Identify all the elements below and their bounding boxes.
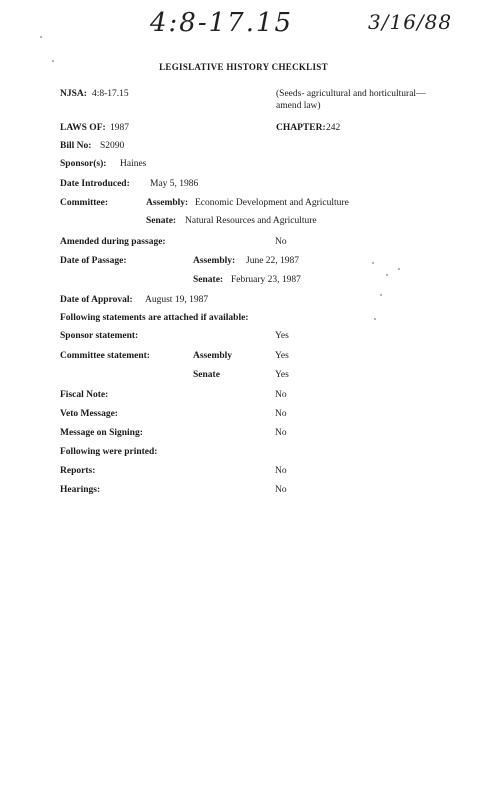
njsa-value: 4:8-17.15 <box>92 89 129 99</box>
bill-no-label: Bill No: <box>60 141 92 151</box>
scan-speck <box>386 274 388 276</box>
committee-statement-senate-value: Yes <box>275 370 289 380</box>
veto-message-value: No <box>275 409 287 419</box>
scan-speck <box>398 268 400 270</box>
scan-speck <box>380 294 382 296</box>
message-on-signing-label: Message on Signing: <box>60 428 143 438</box>
scan-speck <box>374 318 376 320</box>
sponsor-statement-value: Yes <box>275 331 289 341</box>
hearings-label: Hearings: <box>60 485 101 495</box>
amended-label: Amended during passage: <box>60 237 166 247</box>
reports-value: No <box>275 466 287 476</box>
committee-assembly-label: Assembly: <box>146 198 189 208</box>
date-introduced-value: May 5, 1986 <box>150 179 199 189</box>
committee-senate-label: Senate: <box>146 216 177 226</box>
laws-of-label: LAWS OF: <box>60 123 106 133</box>
committee-senate-value: Natural Resources and Agriculture <box>185 216 317 226</box>
reports-label: Reports: <box>60 466 96 476</box>
committee-statement-assembly-value: Yes <box>275 351 289 361</box>
scan-speck <box>372 262 374 264</box>
page-title: LEGISLATIVE HISTORY CHECKLIST <box>159 62 328 72</box>
chapter-value: 242 <box>326 123 341 133</box>
following-attached-heading: Following statements are attached if available: <box>60 313 249 323</box>
bill-no-value: S2090 <box>100 141 125 151</box>
passage-senate-value: February 23, 1987 <box>231 275 301 285</box>
date-introduced-label: Date Introduced: <box>60 179 130 189</box>
njsa-label: NJSA: <box>60 89 87 99</box>
veto-message-label: Veto Message: <box>60 409 118 419</box>
chapter-label: CHAPTER: <box>276 123 326 133</box>
committee-statement-assembly-label: Assembly <box>193 351 233 361</box>
scan-speck <box>40 36 42 38</box>
laws-of-value: 1987 <box>110 123 129 133</box>
sponsor-value: Haines <box>120 159 147 169</box>
passage-senate-label: Senate: <box>193 275 224 285</box>
date-of-approval-value: August 19, 1987 <box>145 295 209 305</box>
fiscal-note-value: No <box>275 390 287 400</box>
handwritten-date: 3/16/88 <box>368 10 453 34</box>
date-of-approval-label: Date of Approval: <box>60 295 133 305</box>
fiscal-note-label: Fiscal Note: <box>60 390 109 400</box>
hearings-value: No <box>275 485 287 495</box>
committee-label: Committee: <box>60 198 109 208</box>
sponsor-statement-label: Sponsor statement: <box>60 331 139 341</box>
message-on-signing-value: No <box>275 428 287 438</box>
njsa-subject-line2: amend law) <box>276 101 321 111</box>
passage-assembly-label: Assembly: <box>193 256 236 266</box>
committee-statement-label: Committee statement: <box>60 351 150 361</box>
following-printed-heading: Following were printed: <box>60 447 158 457</box>
sponsor-label: Sponsor(s): <box>60 159 107 169</box>
handwritten-statute-number: 4:8-17.15 <box>150 8 294 38</box>
committee-assembly-value: Economic Development and Agriculture <box>195 198 349 208</box>
committee-statement-senate-label: Senate <box>193 370 220 380</box>
amended-value: No <box>275 237 287 247</box>
njsa-subject-line1: (Seeds- agricultural and horticultural— <box>276 89 426 99</box>
passage-assembly-value: June 22, 1987 <box>246 256 300 266</box>
date-of-passage-label: Date of Passage: <box>60 256 127 266</box>
